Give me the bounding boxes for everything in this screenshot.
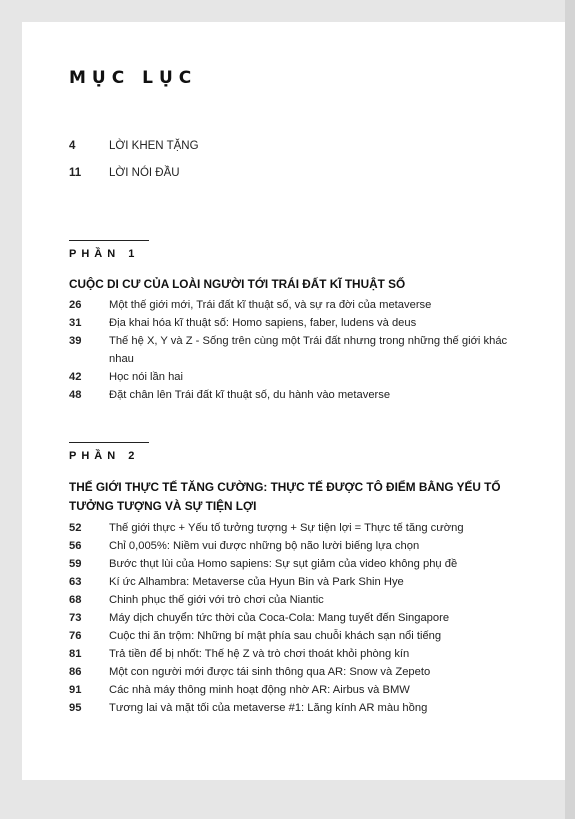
page-number: 63 (69, 576, 82, 588)
page-number: 91 (69, 684, 82, 696)
entry-title: Địa khai hóa kĩ thuật số: Homo sapiens, faber, ludens và deus (109, 317, 417, 329)
page-number: 11 (69, 167, 82, 179)
entry-title: Thế giới thực + Yếu tố tưởng tượng + Sự tiện lợi = Thực tế tăng cường (109, 522, 464, 534)
toc-title: MỤC LỤC (69, 68, 198, 88)
page-number: 68 (69, 594, 82, 606)
toc-entry[interactable] (69, 645, 519, 663)
page-number: 59 (69, 558, 82, 570)
right-edge-strip (565, 0, 575, 819)
toc-entry[interactable] (69, 386, 519, 404)
page-number: 26 (69, 299, 82, 311)
page-number: 95 (69, 702, 82, 714)
toc-entry[interactable] (69, 591, 519, 609)
entry-title: Cuộc thi ăn trộm: Những bí mật phía sau chuỗi khách sạn nổi tiếng (109, 630, 442, 642)
toc-entry[interactable] (69, 555, 519, 573)
entry-title: Trả tiền để bị nhốt: Thế hệ Z và trò chơi thoát khỏi phòng kín (109, 648, 410, 660)
toc-entry[interactable] (69, 519, 519, 537)
page-number: 48 (69, 389, 82, 401)
page-number: 73 (69, 612, 82, 624)
entry-title: Các nhà máy thông minh hoạt động nhờ AR: Airbus và BMW (109, 684, 410, 696)
entry-title: Chỉ 0,005%: Niềm vui được những bộ não lười biếng lựa chọn (109, 540, 420, 552)
part-2-heading: THẾ GIỚI THỰC TẾ TĂNG CƯỜNG: THỰC TẾ ĐƯỢC TÔ ĐIỂM BẰNG YẾU TỐ TƯỞNG TƯỢNG VÀ SỰ TIỆN LỢI (69, 480, 501, 513)
page-number: 31 (69, 317, 82, 329)
toc-entry[interactable] (69, 609, 519, 627)
toc-entry[interactable] (69, 296, 519, 314)
toc-entry[interactable] (69, 332, 519, 368)
page-number: 39 (69, 335, 82, 347)
entry-title: Thế hệ X, Y và Z - Sống trên cùng một Trái đất nhưng trong những thế giới khác nhau (109, 335, 508, 365)
part-1-heading: CUỘC DI CƯ CỦA LOÀI NGƯỜI TỚI TRÁI ĐẤT KĨ THUẬT SỐ (69, 277, 406, 291)
page-number: 76 (69, 630, 82, 642)
page-number: 52 (69, 522, 82, 534)
entry-title: Máy dịch chuyển tức thời của Coca-Cola: Mang tuyết đến Singapore (109, 612, 450, 624)
toc-page (22, 22, 565, 780)
page-number: 56 (69, 540, 82, 552)
entry-title: LỜI KHEN TẶNG (109, 140, 199, 152)
page-number: 86 (69, 666, 82, 678)
entry-title: Một thế giới mới, Trái đất kĩ thuật số, và sự ra đời của metaverse (109, 299, 432, 311)
toc-entry[interactable] (69, 663, 519, 681)
toc-entry[interactable] (69, 368, 519, 386)
entry-title: LỜI NÓI ĐẦU (109, 167, 180, 179)
part-2-label: PHẦN 2 (69, 450, 140, 462)
page-number: 4 (69, 140, 76, 152)
toc-entry[interactable] (69, 681, 519, 699)
toc-entry[interactable] (69, 573, 519, 591)
entry-title: Đặt chân lên Trái đất kĩ thuật số, du hành vào metaverse (109, 389, 391, 401)
toc-entry[interactable] (69, 314, 519, 332)
page-number: 42 (69, 371, 82, 383)
part-2-entries (69, 519, 519, 717)
part-2-rule (69, 442, 149, 443)
toc-entry[interactable] (69, 537, 519, 555)
entry-title: Một con người mới được tái sinh thông qua AR: Snow và Zepeto (109, 666, 431, 678)
entry-title: Bước thụt lùi của Homo sapiens: Sự sụt giảm của video không phụ đề (109, 558, 458, 570)
part-1-rule (69, 240, 149, 241)
page-number: 81 (69, 648, 82, 660)
part-1-entries (69, 296, 519, 404)
entry-title: Kí ức Alhambra: Metaverse của Hyun Bin và Park Shin Hye (109, 576, 404, 588)
toc-entry[interactable] (69, 699, 519, 717)
entry-title: Chinh phục thế giới với trò chơi của Niantic (109, 594, 324, 606)
entry-title: Học nói lần hai (109, 371, 184, 383)
part-1-label: PHẦN 1 (69, 248, 140, 260)
toc-entry[interactable] (69, 627, 519, 645)
entry-title: Tương lai và mặt tối của metaverse #1: Lăng kính AR màu hồng (109, 702, 428, 714)
